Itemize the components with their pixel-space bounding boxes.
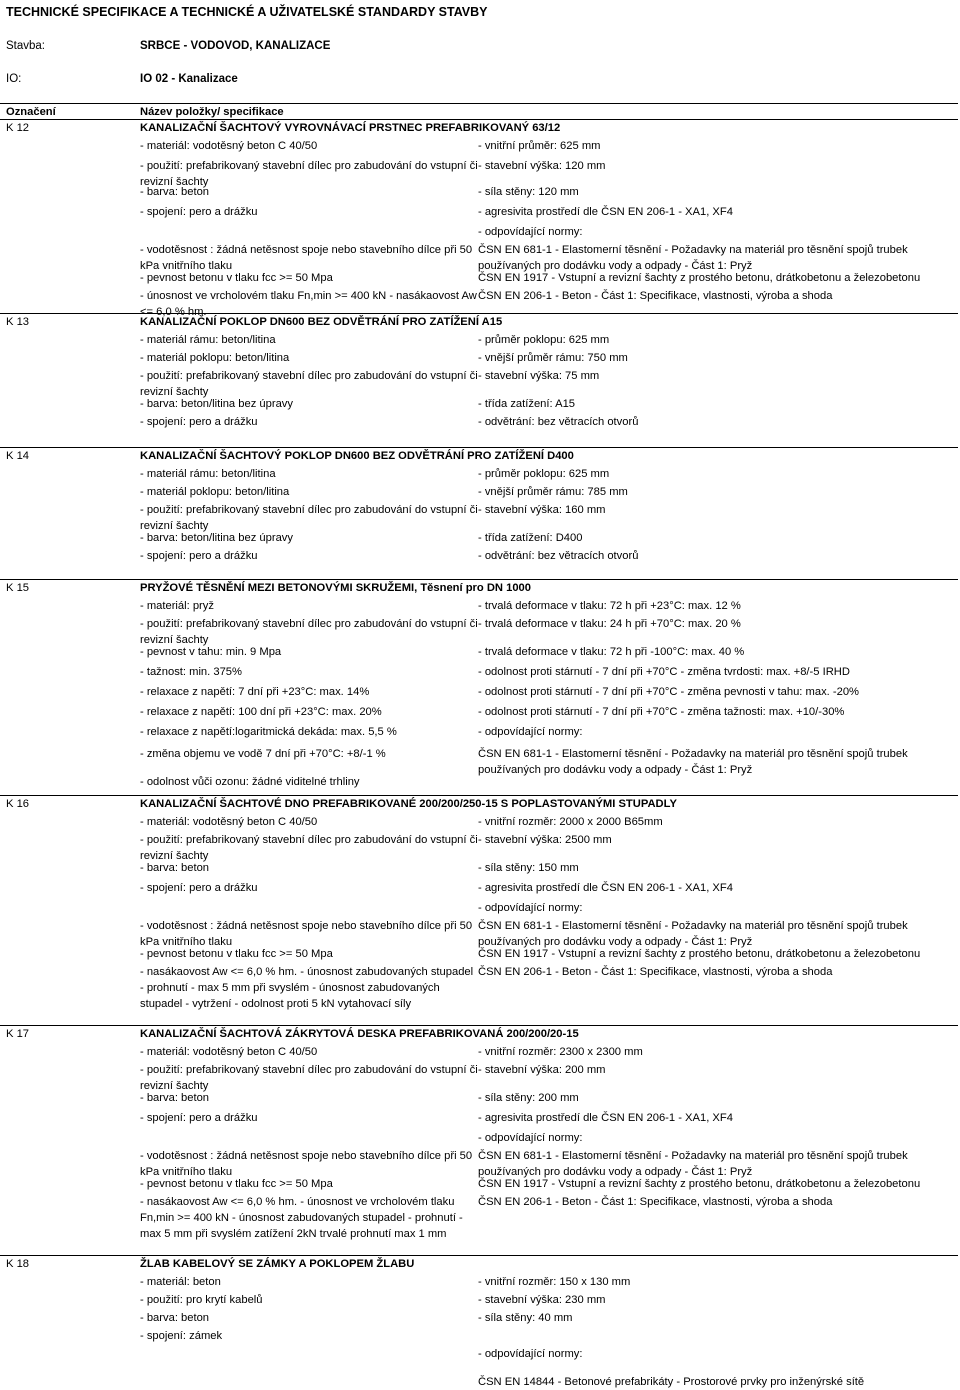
spec-left: - materiál: vodotěsný beton C 40/50: [140, 1046, 318, 1058]
spec-right: - odolnost proti stárnutí - 7 dní při +70°C - změna pevnosti v tahu: max. -20%: [478, 686, 859, 698]
table-header: [0, 103, 958, 120]
spec-left: - materiál rámu: beton/litina: [140, 334, 276, 346]
item-code: K 13: [6, 316, 30, 328]
item-name: ŽLAB KABELOVÝ SE ZÁMKY A POKLOPEM ŽLABU: [140, 1258, 415, 1270]
spec-right: - trvalá deformace v tlaku: 72 h při +23°C: max. 12 %: [478, 600, 741, 612]
spec-row: [0, 900, 960, 916]
spec-right: - průměr poklopu: 625 mm: [478, 468, 610, 480]
spec-row: [0, 350, 960, 366]
spec-row: [0, 814, 960, 830]
spec-left: - barva: beton: [140, 1312, 210, 1324]
spec-row: [0, 946, 960, 962]
spec-row: [0, 1176, 960, 1192]
spec-right: - stavební výška: 120 mm: [478, 160, 606, 172]
spec-row: [0, 598, 960, 614]
spec-left: - materiál poklopu: beton/litina: [140, 352, 290, 364]
spec-row: [0, 1044, 960, 1060]
spec-row: [0, 1274, 960, 1290]
header-name: Název položky/ specifikace: [140, 106, 284, 118]
spec-right: - stavební výška: 200 mm: [478, 1064, 606, 1076]
spec-right: ČSN EN 206-1 - Beton - Část 1: Specifikace, vlastnosti, výroba a shoda: [478, 966, 833, 978]
item-name: KANALIZAČNÍ POKLOP DN600 BEZ ODVĚTRÁNÍ PRO ZATÍŽENÍ A15: [140, 316, 503, 328]
spec-right: - agresivita prostředí dle ČSN EN 206-1 - XA1, XF4: [478, 1112, 733, 1124]
spec-row: [0, 1090, 960, 1106]
item-name: PRYŽOVÉ TĚSNĚNÍ MEZI BETONOVÝMI SKRUŽEMI, Těsnení pro DN 1000: [140, 582, 532, 594]
spec-row: [0, 704, 960, 720]
spec-row: [0, 724, 960, 740]
spec-left: - materiál: vodotěsný beton C 40/50: [140, 140, 318, 152]
spec-row: [0, 224, 960, 240]
spec-row: [0, 414, 960, 430]
spec-left: - použití: prefabrikovaný stavební dílec pro zabudování do vstupní či revizní šachty: [140, 160, 478, 188]
spec-right: ČSN EN 14844 - Betonové prefabrikáty - Prostorové prvky pro inženýrské sítě: [478, 1376, 865, 1388]
spec-right: - trvalá deformace v tlaku: 72 h při -100°C: max. 40 %: [478, 646, 745, 658]
spec-left: - vodotěsnost : žádná netěsnost spoje nebo stavebního dílce při 50 kPa vnitřního tlaku: [140, 920, 473, 948]
spec-right: - odvětrání: bez větracích otvorů: [478, 550, 639, 562]
spec-left: - pevnost v tahu: min. 9 Mpa: [140, 646, 282, 658]
spec-right: - síla stěny: 150 mm: [478, 862, 579, 874]
spec-right: - vnitřní rozměr: 2300 x 2300 mm: [478, 1046, 643, 1058]
spec-right: - vnitřní rozměr: 150 x 130 mm: [478, 1276, 631, 1288]
spec-left: - materiál: vodotěsný beton C 40/50: [140, 816, 318, 828]
spec-left: - barva: beton: [140, 862, 210, 874]
spec-right: ČSN EN 1917 - Vstupní a revizní šachty z prostého betonu, drátkobetonu a železobetonu: [478, 272, 921, 284]
spec-left: - vodotěsnost : žádná netěsnost spoje nebo stavebního dílce při 50 kPa vnitřního tlaku: [140, 244, 473, 272]
spec-right: ČSN EN 206-1 - Beton - Část 1: Specifikace, vlastnosti, výroba a shoda: [478, 1196, 833, 1208]
item-name: KANALIZAČNÍ ŠACHTOVÉ DNO PREFABRIKOVANÉ 200/200/250-15 S POPLASTOVANÝMI STUPADLY: [140, 798, 677, 810]
stavba-label: Stavba:: [6, 40, 45, 52]
spec-right: - průměr poklopu: 625 mm: [478, 334, 610, 346]
spec-row: [0, 1328, 960, 1344]
spec-left: - tažnost: min. 375%: [140, 666, 242, 678]
spec-row: [0, 184, 960, 200]
item-code: K 17: [6, 1028, 30, 1040]
spec-right: ČSN EN 681-1 - Elastomerní těsnění - Požadavky na materiál pro těsnění spojů trubek používaných pro dodávku vody a odpady - Část 1: Pryž: [478, 920, 908, 948]
spec-row: [0, 664, 960, 680]
spec-row: [0, 396, 960, 412]
spec-right: - vnější průměr rámu: 785 mm: [478, 486, 628, 498]
spec-row: [0, 644, 960, 660]
spec-row: [0, 332, 960, 348]
spec-row: [0, 1346, 960, 1362]
spec-row: [0, 484, 960, 500]
spec-right: - odpovídající normy:: [478, 726, 583, 738]
spec-left: - použití: prefabrikovaný stavební dílec pro zabudování do vstupní či revizní šachty: [140, 1064, 478, 1092]
spec-right: - odpovídající normy:: [478, 902, 583, 914]
spec-left: - materiál rámu: beton/litina: [140, 468, 276, 480]
item-name: KANALIZAČNÍ ŠACHTOVÁ ZÁKRYTOVÁ DESKA PREFABRIKOVANÁ 200/200/20-15: [140, 1028, 579, 1040]
spec-left: - použití: prefabrikovaný stavební dílec pro zabudování do vstupní či revizní šachty: [140, 504, 478, 532]
spec-left: - pevnost betonu v tlaku fcc >= 50 Mpa: [140, 1178, 333, 1190]
spec-left: - pevnost betonu v tlaku fcc >= 50 Mpa: [140, 272, 333, 284]
spec-row: [0, 1310, 960, 1326]
spec-left: - materiál: pryž: [140, 600, 214, 612]
spec-right: ČSN EN 681-1 - Elastomerní těsnění - Požadavky na materiál pro těsnění spojů trubek používaných pro dodávku vody a odpady - Část 1: Pryž: [478, 1150, 908, 1178]
spec-row: [0, 548, 960, 564]
io-label: IO:: [6, 73, 22, 85]
header-code: Označení: [6, 106, 56, 118]
spec-left: - barva: beton/litina bez úpravy: [140, 532, 293, 544]
spec-left: - relaxace z napětí: 7 dní při +23°C: max. 14%: [140, 686, 370, 698]
spec-right: - síla stěny: 120 mm: [478, 186, 579, 198]
spec-left: - použití: prefabrikovaný stavební dílec pro zabudování do vstupní či revizní šachty: [140, 618, 478, 646]
spec-left: - spojení: zámek: [140, 1330, 223, 1342]
spec-right: - vnitřní rozměr: 2000 x 2000 B65mm: [478, 816, 663, 828]
spec-right: ČSN EN 1917 - Vstupní a revizní šachty z prostého betonu, drátkobetonu a železobetonu: [478, 1178, 921, 1190]
spec-right: - vnější průměr rámu: 750 mm: [478, 352, 628, 364]
spec-left: - použití: prefabrikovaný stavební dílec pro zabudování do vstupní či revizní šachty: [140, 370, 478, 398]
spec-left: - únosnost ve vrcholovém tlaku Fn,min >= 400 kN - nasákaovost Aw <= 6,0 % hm.: [140, 290, 477, 318]
spec-row: [0, 466, 960, 482]
spec-right: - třída zatížení: A15: [478, 398, 576, 410]
spec-right: - odolnost proti stárnutí - 7 dní při +70°C - změna tažnosti: max. +10/-30%: [478, 706, 845, 718]
spec-right: - agresivita prostředí dle ČSN EN 206-1 - XA1, XF4: [478, 206, 733, 218]
spec-row: [0, 684, 960, 700]
spec-right: - stavební výška: 160 mm: [478, 504, 606, 516]
spec-row: [0, 1374, 960, 1390]
spec-right: - odpovídající normy:: [478, 1132, 583, 1144]
spec-right: - síla stěny: 40 mm: [478, 1312, 573, 1324]
spec-row: [0, 880, 960, 896]
spec-row: [0, 1194, 960, 1242]
spec-left: - odolnost vůči ozonu: žádné viditelné trhliny: [140, 776, 360, 788]
item-name: KANALIZAČNÍ ŠACHTOVÝ POKLOP DN600 BEZ ODVĚTRÁNÍ PRO ZATÍŽENÍ D400: [140, 450, 574, 462]
spec-left: - barva: beton: [140, 1092, 210, 1104]
spec-left: - použití: pro krytí kabelů: [140, 1294, 263, 1306]
spec-row: [0, 1292, 960, 1308]
spec-right: - stavební výška: 230 mm: [478, 1294, 606, 1306]
spec-row: [0, 204, 960, 220]
spec-left: - relaxace z napětí: 100 dní při +23°C: max. 20%: [140, 706, 382, 718]
spec-row: [0, 964, 960, 1012]
spec-left: - spojení: pero a drážku: [140, 206, 258, 218]
stavba-value: SRBCE - VODOVOD, KANALIZACE: [140, 40, 331, 52]
spec-right: - odolnost proti stárnutí - 7 dní při +70°C - změna tvrdosti: max. +8/-5 IRHD: [478, 666, 850, 678]
spec-left: - pevnost betonu v tlaku fcc >= 50 Mpa: [140, 948, 333, 960]
spec-left: - spojení: pero a drážku: [140, 1112, 258, 1124]
spec-right: - stavební výška: 2500 mm: [478, 834, 612, 846]
spec-right: ČSN EN 681-1 - Elastomerní těsnění - Požadavky na materiál pro těsnění spojů trubek používaných pro dodávku vody a odpady - Část 1: Pryž: [478, 244, 908, 272]
spec-left: - barva: beton: [140, 186, 210, 198]
item-name: KANALIZAČNÍ ŠACHTOVÝ VYROVNÁVACÍ PRSTNEC PREFABRIKOVANÝ 63/12: [140, 122, 561, 134]
spec-row: [0, 138, 960, 154]
spec-row: [0, 860, 960, 876]
item-code: K 12: [6, 122, 30, 134]
spec-right: - třída zatížení: D400: [478, 532, 583, 544]
spec-right: - stavební výška: 75 mm: [478, 370, 600, 382]
spec-left: - použití: prefabrikovaný stavební dílec pro zabudování do vstupní či revizní šachty: [140, 834, 478, 862]
spec-right: - odvětrání: bez větracích otvorů: [478, 416, 639, 428]
spec-left: - nasákaovost Aw <= 6,0 % hm. - únosnost zabudovaných stupadel - prohnutí - max 5 mm při svyslém - únosnost zabudovaných stupadel - vytržení - odolnost proti 5 kN vytahovací síly: [140, 966, 474, 1010]
spec-left: - materiál poklopu: beton/litina: [140, 486, 290, 498]
spec-left: - nasákaovost Aw <= 6,0 % hm. - únosnost ve vrcholovém tlaku Fn,min >= 400 kN - únosnost zabudovaných stupadel - prohnutí - max 5 mm při svyslém zatížení 2kN trvalé prohnutí max 1 mm: [140, 1196, 463, 1240]
spec-left: - spojení: pero a drážku: [140, 882, 258, 894]
spec-right: - agresivita prostředí dle ČSN EN 206-1 - XA1, XF4: [478, 882, 733, 894]
spec-right: - trvalá deformace v tlaku: 24 h při +70°C: max. 20 %: [478, 618, 741, 630]
spec-right: - síla stěny: 200 mm: [478, 1092, 579, 1104]
spec-row: [0, 530, 960, 546]
spec-right: ČSN EN 681-1 - Elastomerní těsnění - Požadavky na materiál pro těsnění spojů trubek používaných pro dodávku vody a odpady - Část 1: Pryž: [478, 748, 908, 776]
spec-row: [0, 1130, 960, 1146]
item-code: K 14: [6, 450, 30, 462]
spec-left: - relaxace z napětí:logaritmická dekáda: max. 5,5 %: [140, 726, 397, 738]
spec-right: - odpovídající normy:: [478, 1348, 583, 1360]
spec-row: [0, 270, 960, 286]
document-title: TECHNICKÉ SPECIFIKACE A TECHNICKÉ A UŽIVATELSKÉ STANDARDY STAVBY: [6, 5, 488, 19]
item-code: K 18: [6, 1258, 30, 1270]
spec-right: - odpovídající normy:: [478, 226, 583, 238]
spec-left: - změna objemu ve vodě 7 dní při +70°C: +8/-1 %: [140, 748, 386, 760]
item-code: K 15: [6, 582, 30, 594]
spec-right: - vnitřní průměr: 625 mm: [478, 140, 601, 152]
spec-left: - spojení: pero a drážku: [140, 416, 258, 428]
spec-right: ČSN EN 1917 - Vstupní a revizní šachty z prostého betonu, drátkobetonu a železobetonu: [478, 948, 921, 960]
io-value: IO 02 - Kanalizace: [140, 73, 238, 85]
spec-row: [0, 1110, 960, 1126]
spec-left: - vodotěsnost : žádná netěsnost spoje nebo stavebního dílce při 50 kPa vnitřního tlaku: [140, 1150, 473, 1178]
spec-left: - materiál: beton: [140, 1276, 221, 1288]
spec-row: [0, 774, 960, 790]
spec-left: - spojení: pero a drážku: [140, 550, 258, 562]
spec-right: ČSN EN 206-1 - Beton - Část 1: Specifikace, vlastnosti, výroba a shoda: [478, 290, 833, 302]
item-code: K 16: [6, 798, 30, 810]
spec-left: - barva: beton/litina bez úpravy: [140, 398, 293, 410]
